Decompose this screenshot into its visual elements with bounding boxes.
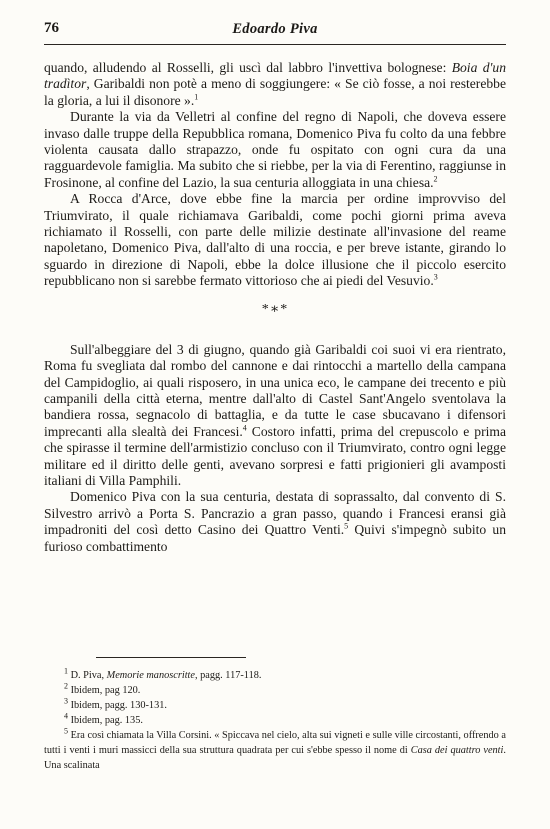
main-text [44,60,506,555]
footnote-ref-4: 4 [242,423,247,433]
paragraph-3 [44,191,506,289]
paragraph-4 [44,342,506,490]
text-run: quando, alludendo al Rosselli, gli uscì dal labbro l'invettiva bolognese: [44,60,452,75]
footnote-number: 4 [64,711,68,721]
footnote-text: Ibidem, pagg. 130-131. [70,700,167,711]
italic-quote: Boia d'un tradìtor [44,60,506,92]
footnote-number: 5 [64,726,68,736]
text-run: Quivi s'impegnò subito un furioso combattimento [44,522,506,554]
footnote-ref-2: 2 [433,174,438,184]
footnotes [44,668,506,773]
footnote-1 [44,668,506,683]
page-header [44,20,506,44]
text-run: Domenico Piva con la sua centuria, destata di soprassalto, dal convento di S. Silvestro arrivò a Porta S. Pancrazio a gran passo, quando i Francesi eransi già impadroniti del così detto Casino dei Quattro Venti. [44,489,506,538]
footnote-italic: Casa dei quattro venti [410,745,504,756]
section-separator: *∗* [261,301,289,317]
footnote-number: 2 [64,681,68,691]
footnote-text: , pagg. 117-118. [195,670,262,681]
footnote-rule [96,657,246,658]
paragraph-2 [44,109,506,191]
footnote-2 [44,683,506,698]
text-run: , Garibaldi non potè a meno di soggiungere: « Se ciò fosse, a noi resterebbe la gloria, a lui il disonore ». [44,76,506,108]
running-title: Edoardo Piva [232,21,318,37]
footnote-ref-1: 1 [194,92,199,102]
text-run: Durante la via da Velletri al confine del regno di Napoli, che doveva essere invaso dalle truppe della Repubblica romana, Domenico Piva fu colto da una febbre violenta causata dallo strapazzo, onde fu ospitato con ogni cura da una ragguardevole famiglia. Ma subito che si riebbe, per la via di Ferentino, raggiunse in Frosinone, al confine del Lazio, la sua centuria alloggiata in una chiesa. [44,109,506,190]
footnote-ref-3: 3 [433,272,438,282]
text-run: Sull'albeggiare del 3 di giugno, quando già Garibaldi coi suoi vi era rientrato, Roma fu svegliata dal rombo del cannone e dai rintocchi a martello della campana del Campidoglio, ai quali risposero, in una unica eco, le campane dei trecento e più campanili della città eterna, mentre dall'alto di Castel Sant'Angelo sventolava la bandiera rossa, segnacolo di battaglia, e da tutte le case sbucavano i difensori imprecanti alla slealtà dei Francesi. [44,341,506,439]
header-rule [44,44,506,45]
footnote-italic: Memorie manoscritte [106,670,195,681]
footnote-5 [44,728,506,773]
text-run: A Rocca d'Arce, dove ebbe fine la marcia per ordine improvviso del Triumvirato, il quale richiamava Garibaldi, come pochi giorni prima aveva richiamato il Rosselli, con parte delle milizie destinate all'invasione del reame napoletano, Domenico Piva, dall'alto di una roccia, e per breve istante, girando lo sguardo in direzione di Napoli, ebbe la dolce illusione che il piccolo esercito repubblicano non si sarebbe fermato vittorioso che ai piedi del Vesuvio. [44,191,506,289]
footnote-ref-5: 5 [344,521,349,531]
footnote-number: 3 [64,696,68,706]
text-run: Costoro infatti, prima del crepuscolo e prima che spirasse il termine dell'armistizio concluso con il Triumvirato, contro ogni legge militare ed il diritto delle genti, avevano sorpresi e fatti prigionieri gli avamposti italiani di Villa Pamphili. [44,423,506,488]
footnote-3 [44,698,506,713]
footnote-text: D. Piva, [70,670,107,681]
page-number: 76 [44,20,59,36]
footnote-text: Era così chiamata la Villa Corsini. « Spiccava nel cielo, alta sui vigneti e sulle ville circostanti, offrendo a tutti i venti i muri massicci della sua struttura quadrata per cui s'ebbe spesso il nome di [44,730,506,756]
footnote-text: Ibidem, pag. 135. [70,715,143,726]
paragraph-5 [44,489,506,555]
footnote-4 [44,713,506,728]
paragraph-1 [44,60,506,109]
footnote-text: Ibidem, pag 120. [70,685,141,696]
footnote-text: . Una scalinata [44,745,506,771]
footnote-number: 1 [64,666,68,676]
